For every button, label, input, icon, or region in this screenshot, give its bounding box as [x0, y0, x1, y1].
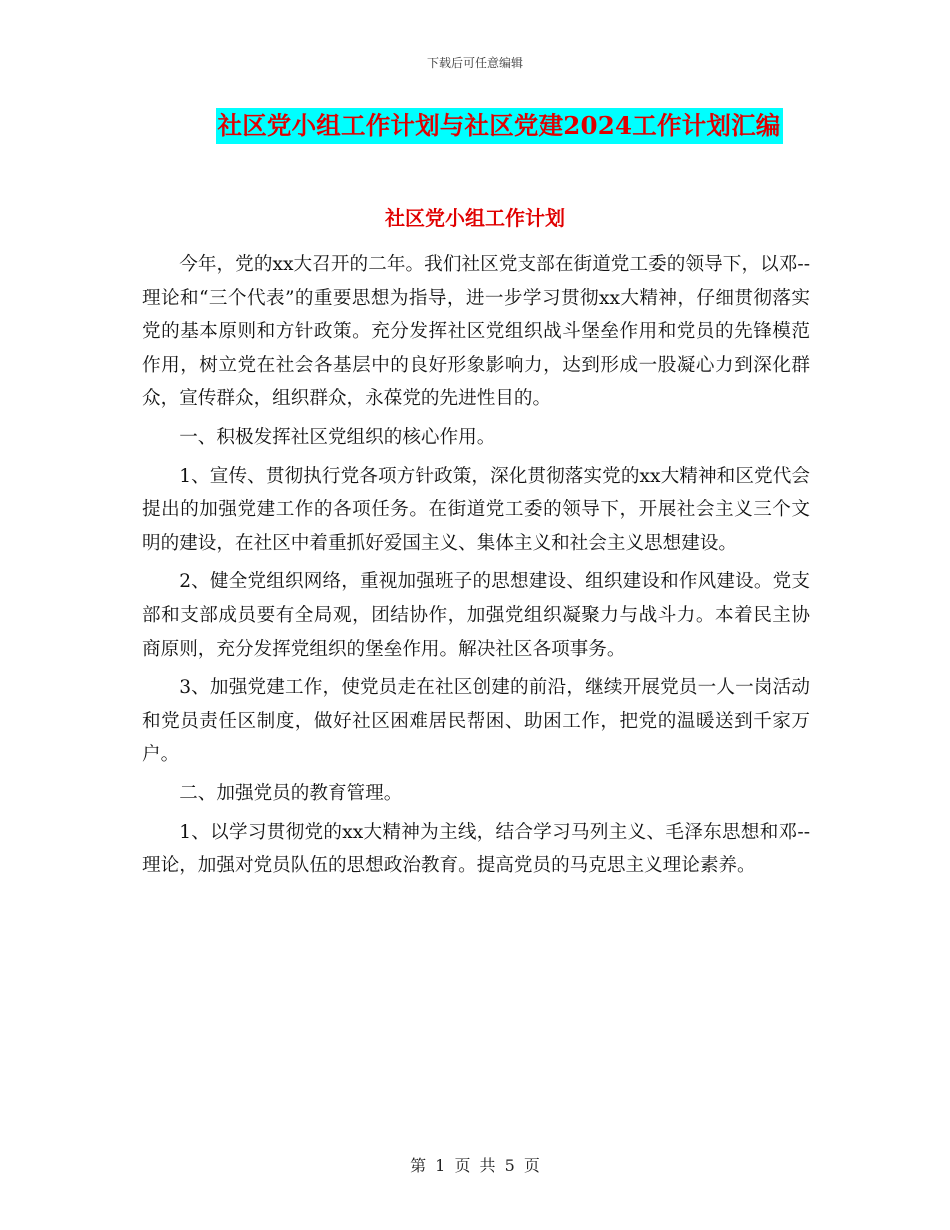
main-title: 社区党小组工作计划与社区党建2024工作计划汇编 [216, 108, 783, 144]
main-title-container [0, 108, 950, 144]
paragraph-item-1-3: 3、加强党建工作，使党员走在社区创建的前沿，继续开展党员一人一岗活动和党员责任区制度，做好社区困难居民帮困、助困工作，把党的温暖送到千家万户。 [142, 677, 810, 766]
paragraph-item-1-1: 1、宣传、贯彻执行党各项方针政策，深化贯彻落实党的xx大精神和区党代会提出的加强党建工作的各项任务。在街道党工委的领导下，开展社会主义三个文明的建设，在社区中着重抓好爱国主义、集体主义和社会主义思想建设。 [142, 465, 810, 554]
page-footer: 第 1 页 共 5 页 [410, 1156, 540, 1175]
header-note: 下载后可任意编辑 [426, 56, 523, 70]
paragraph-item-2-1: 1、以学习贯彻党的xx大精神为主线，结合学习马列主义、毛泽东思想和邓--理论，加强对党员队伍的思想政治教育。提高党员的马克思主义理论素养。 [142, 821, 810, 877]
paragraph-item-1-2: 2、健全党组织网络，重视加强班子的思想建设、组织建设和作风建设。党支部和支部成员要有全局观，团结协作，加强党组织凝聚力与战斗力。本着民主协商原则，充分发挥党组织的堡垒作用。解决社区各项事务。 [142, 571, 810, 660]
paragraph-intro: 今年，党的xx大召开的二年。我们社区党支部在街道党工委的领导下，以邓--理论和“三个代表”的重要思想为指导，进一步学习贯彻xx大精神，仔细贯彻落实党的基本原则和方针政策。充分发挥社区党组织战斗堡垒作用和党员的先锋模范作用，树立党在社会各基层中的良好形象影响力，达到形成一股凝心力到深化群众，宣传群众，组织群众，永葆党的先进性目的。 [142, 254, 810, 410]
section-title: 社区党小组工作计划 [385, 206, 565, 230]
body-text [142, 248, 810, 888]
paragraph-heading-2: 二、加强党员的教育管理。 [179, 782, 403, 804]
paragraph-heading-1: 一、积极发挥社区党组织的核心作用。 [179, 426, 496, 448]
